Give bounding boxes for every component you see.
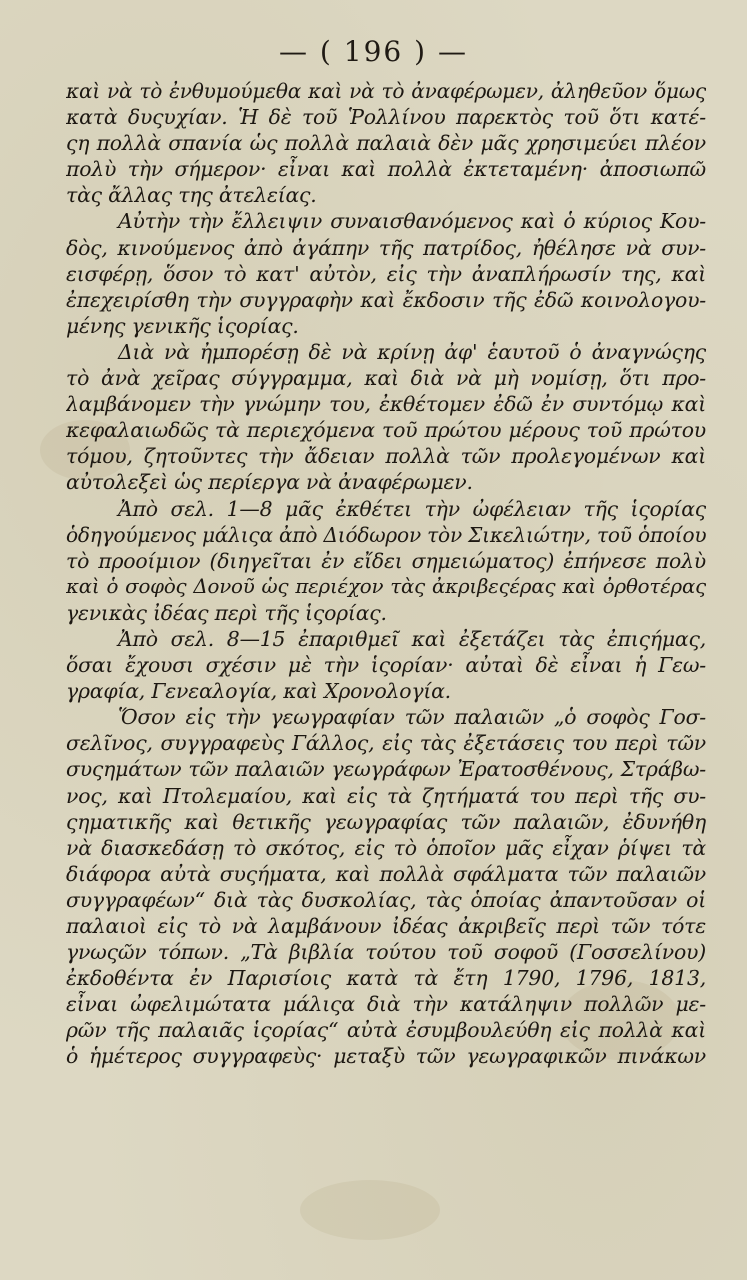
text-line: ρῶν τῆς παλαιᾶς ἱςορίας“ αὐτὰ ἐσυμβουλεύθη εἰς πολλὰ καὶ: [66, 1018, 706, 1043]
text-line: συγγραφέων“ διὰ τὰς δυσκολίας, τὰς ὁποίας ἀπαντοῦσαν οἱ: [66, 887, 706, 912]
paper-stain: [300, 1180, 440, 1240]
header-dash-left: —: [279, 35, 310, 68]
text-line: αὐτολεξεὶ ὡς περίεργα νὰ ἀναφέρωμεν.: [66, 470, 473, 495]
text-line: Ὅσον εἰς τὴν γεωγραφίαν τῶν παλαιῶν „ὁ σοφὸς Γοσ-: [118, 705, 706, 730]
text-line: Ἀπὸ σελ. 8—15 ἐπαριθμεῖ καὶ ἐξετάζει τὰς ἐπιςήμας,: [118, 626, 706, 651]
text-line: παλαιοὶ εἰς τὸ νὰ λαμβάνουν ἰδέας ἀκριβεῖς περὶ τῶν τότε: [66, 914, 706, 938]
text-line: τὰς ἄλλας της ἀτελείας.: [66, 183, 317, 208]
text-line: ἐκδοθέντα ἐν Παρισίοις κατὰ τὰ ἔτη 1790, 1796, 1813,: [66, 966, 706, 991]
text-line: εἶναι ὠφελιμώτατα μάλιςα διὰ τὴν κατάληψιν πολλῶν με-: [66, 992, 706, 1017]
text-line: διάφορα αὐτὰ συςήματα, καὶ πολλὰ σφάλματα τῶν παλαιῶν: [66, 861, 706, 886]
header-paren-right: ): [414, 35, 428, 68]
text-line: κατὰ δυςυχίαν. Ἡ δὲ τοῦ Ῥολλίνου παρεκτὸς τοῦ ὅτι κατέ-: [66, 105, 706, 130]
text-line: γενικὰς ἰδέας περὶ τῆς ἱςορίας.: [66, 600, 387, 625]
text-line: κεφαλαιωδῶς τὰ περιεχόμενα τοῦ πρώτου μέρους τοῦ πρώτου: [66, 418, 706, 443]
text-line: σελῖνος, συγγραφεὺς Γάλλος, εἰς τὰς ἐξετάσεις του περὶ τῶν: [66, 731, 706, 756]
text-line: πολὺ τὴν σήμερον· εἶναι καὶ πολλὰ ἐκτεταμένη· ἀποσιωπῶ: [66, 157, 706, 182]
text-line: ὁδηγούμενος μάλιςα ἀπὸ Διόδωρον τὸν Σικελιώτην, τοῦ ὁποίου: [66, 522, 706, 547]
text-line: τὸ προοίμιον (διηγεῖται ἐν εἴδει σημειώματος) ἐπήνεσε πολὺ: [66, 548, 706, 573]
text-line: Διὰ νὰ ἠμπορέσῃ δὲ νὰ κρίνῃ ἀφ' ἑαυτοῦ ὁ ἀναγνώςης: [118, 339, 706, 364]
text-line: τὸ ἀνὰ χεῖρας σύγγραμμα, καὶ διὰ νὰ μὴ νομίσῃ, ὅτι προ-: [66, 366, 706, 391]
text-line: ὅσαι ἔχουσι σχέσιν μὲ τὴν ἱςορίαν· αὐταὶ δὲ εἶναι ἡ Γεω-: [66, 653, 706, 678]
text-line: δὸς, κινούμενος ἀπὸ ἀγάπην τῆς πατρίδος, ἠθέλησε νὰ συν-: [66, 235, 706, 260]
text-line: καὶ νὰ τὸ ἐνθυμούμεθα καὶ νὰ τὸ ἀναφέρωμεν, ἀληθεῦον ὅμως: [66, 79, 706, 103]
body-text: [66, 78, 706, 1070]
header-dash-right: —: [437, 35, 468, 68]
text-line: Αὐτὴν τὴν ἔλλειψιν συναισθανόμενος καὶ ὁ κύριος Κου-: [118, 209, 706, 234]
text-line: νὰ διασκεδάσῃ τὸ σκότος, εἰς τὸ ὁποῖον μᾶς εἶχαν ῥίψει τὰ: [66, 835, 706, 860]
text-line: ςηματικῆς καὶ θετικῆς γεωγραφίας τῶν παλαιῶν, ἐδυνήθη: [66, 809, 706, 834]
text-line: Ἀπὸ σελ. 1—8 μᾶς ἐκθέτει τὴν ὠφέλειαν τῆς ἱςορίας: [118, 496, 706, 521]
text-line: καὶ ὁ σοφὸς Δονοῦ ὡς περιέχον τὰς ἀκριβεςέρας καὶ ὀρθοτέρας: [66, 574, 706, 598]
text-line: εισφέρῃ, ὅσον τὸ κατ' αὐτὸν, εἰς τὴν ἀναπλήρωσίν της, καὶ: [66, 261, 706, 286]
text-line: συςημάτων τῶν παλαιῶν γεωγράφων Ἐρατοσθένους, Στράβω-: [66, 757, 706, 782]
text-line: νος, καὶ Πτολεμαίου, καὶ εἰς τὰ ζητήματά του περὶ τῆς συ-: [66, 783, 706, 808]
text-line: γραφία, Γενεαλογία, καὶ Χρονολογία.: [66, 679, 451, 704]
text-line: μένης γενικῆς ἱςορίας.: [66, 313, 299, 338]
page-header: [0, 30, 747, 74]
page-number: 196: [343, 35, 404, 68]
text-line: ἐπεχειρίσθη τὴν συγγραφὴν καὶ ἔκδοσιν τῆς ἐδῶ κοινολογου-: [66, 287, 706, 312]
text-line: ὁ ἡμέτερος συγγραφεὺς· μεταξὺ τῶν γεωγραφικῶν πινάκων: [66, 1044, 706, 1069]
header-paren-left: (: [319, 35, 333, 68]
text-line: τόμου, ζητοῦντες τὴν ἄδειαν πολλὰ τῶν προλεγομένων καὶ: [66, 444, 706, 469]
text-line: λαμβάνομεν τὴν γνώμην του, ἐκθέτομεν ἐδῶ ἐν συντόμῳ καὶ: [66, 392, 706, 417]
text-line: γνωςῶν τόπων. „Τὰ βιβλία τούτου τοῦ σοφοῦ (Γοσσελίνου): [66, 940, 706, 965]
text-line: ςη πολλὰ σπανία ὡς πολλὰ παλαιὰ δὲν μᾶς χρησιμεύει πλέον: [66, 131, 706, 156]
